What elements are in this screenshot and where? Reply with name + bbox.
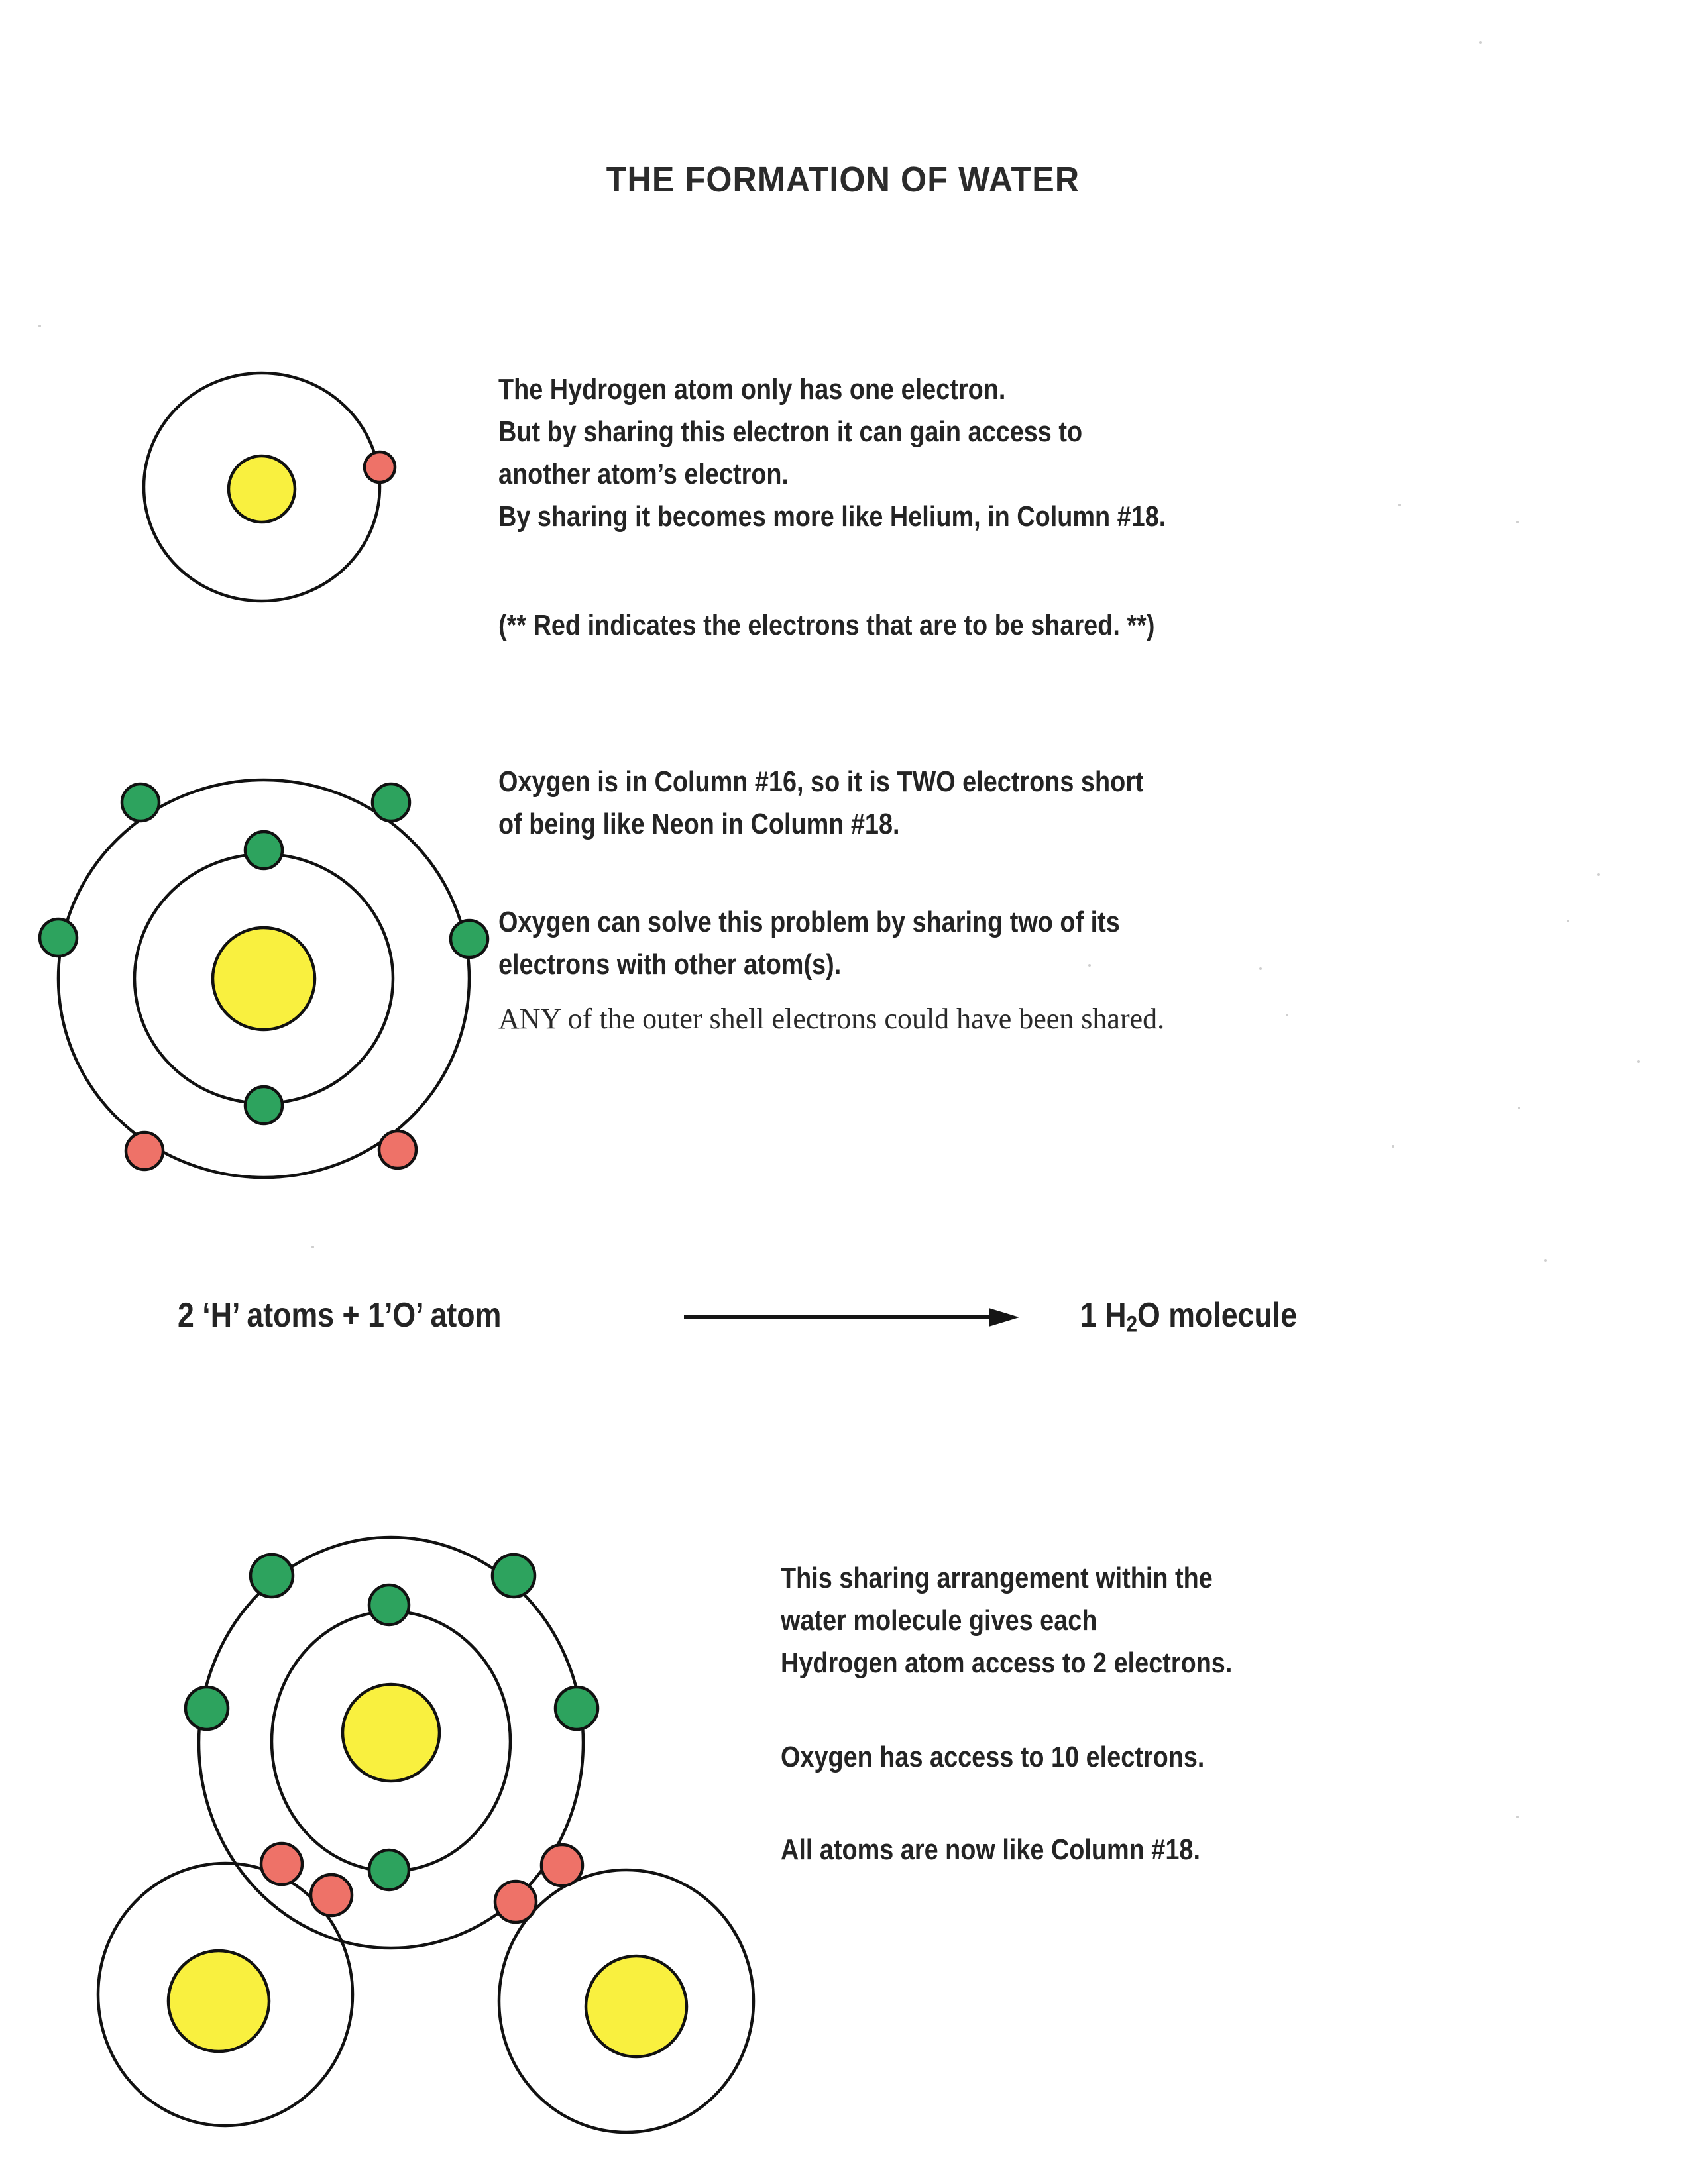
water-oxygen-outer-electron-upper-left	[251, 1555, 293, 1597]
water-shared-electron-right-outer	[541, 1845, 583, 1886]
oxygen-b-line-1: Oxygen can solve this problem by sharing two of its	[498, 906, 1120, 938]
water-oxygen-inner-electron-bottom	[369, 1850, 409, 1890]
scan-speck	[1259, 967, 1262, 970]
hydrogen-nucleus	[229, 456, 295, 522]
scan-speck	[311, 1246, 314, 1248]
oxygen-inner-electron-bottom	[245, 1087, 282, 1124]
page-title: THE FORMATION OF WATER	[606, 160, 1080, 199]
oxygen-nucleus	[213, 928, 315, 1030]
oxygen-atom-diagram	[13, 732, 504, 1236]
water-molecule-diagram	[60, 1478, 802, 2180]
equation-product-suffix: O molecule	[1137, 1296, 1298, 1335]
water-description-a	[781, 1557, 1306, 1684]
scan-speck	[1088, 964, 1091, 967]
scan-speck	[1567, 920, 1569, 922]
equation-reactants: 2 ‘H’ atoms + 1’O’ atom	[178, 1296, 502, 1335]
scan-speck	[1516, 1816, 1519, 1818]
scan-speck	[1597, 873, 1600, 876]
hydrogen-atom-diagram	[99, 338, 444, 643]
water-oxygen-access-note: Oxygen has access to 10 electrons.	[781, 1741, 1205, 1773]
water-shared-electron-left-inner	[311, 1875, 352, 1916]
scan-speck	[1398, 504, 1401, 506]
oxygen-outer-electron-upper-right	[372, 784, 410, 821]
arrow-right-icon	[683, 1304, 1021, 1331]
oxygen-inner-electron-top	[245, 832, 282, 869]
water-hydrogen-right-nucleus	[586, 1956, 687, 2057]
water-all-atoms-note: All atoms are now like Column #18.	[781, 1833, 1200, 1866]
water-oxygen-outer-electron-right	[555, 1687, 598, 1729]
scan-speck	[1392, 1145, 1394, 1148]
oxygen-outer-electron-right	[451, 920, 488, 957]
water-oxygen-outer-electron-upper-right	[492, 1555, 535, 1597]
hydrogen-line-1: The Hydrogen atom only has one electron.	[498, 373, 1006, 406]
water-a-line-2: water molecule gives each	[781, 1604, 1097, 1637]
scan-speck	[1637, 1060, 1640, 1063]
water-description-c	[781, 1829, 1268, 1871]
scan-speck	[1518, 1107, 1520, 1109]
scan-speck	[1479, 41, 1482, 44]
oxygen-any-outer-shell-note: ANY of the outer shell electrons could have been shared.	[498, 1003, 1165, 1035]
hydrogen-line-4: By sharing it becomes more like Helium, in Column #18.	[498, 500, 1166, 533]
scan-speck	[1516, 521, 1519, 523]
hydrogen-line-3: another atom’s electron.	[498, 458, 789, 490]
water-a-line-3: Hydrogen atom access to 2 electrons.	[781, 1647, 1233, 1679]
oxygen-shared-electron-lower-right	[379, 1131, 416, 1168]
equation-product	[1080, 1292, 1297, 1348]
equation-product-prefix: 1 H	[1080, 1296, 1127, 1335]
water-hydrogen-left-nucleus	[168, 1951, 269, 2051]
oxygen-a-line-2: of being like Neon in Column #18.	[498, 808, 900, 840]
scan-speck	[1544, 1259, 1547, 1262]
water-oxygen-outer-electron-left	[186, 1687, 228, 1729]
equation-product-subscript: 2	[1126, 1311, 1138, 1337]
water-shared-electron-left-outer	[261, 1843, 302, 1884]
oxygen-description-a	[498, 761, 1249, 846]
water-oxygen-nucleus	[343, 1684, 439, 1781]
water-shared-electron-right-inner	[495, 1881, 536, 1922]
oxygen-outer-electron-left	[40, 919, 77, 956]
hydrogen-shared-electron	[365, 452, 395, 482]
oxygen-description-c	[498, 999, 1164, 1039]
formation-equation	[0, 1292, 1686, 1365]
shared-electron-note-container	[498, 604, 1262, 647]
scan-speck	[38, 325, 41, 327]
hydrogen-description	[498, 368, 1274, 538]
water-a-line-1: This sharing arrangement within the	[781, 1562, 1213, 1594]
oxygen-a-line-1: Oxygen is in Column #16, so it is TWO electrons short	[498, 765, 1144, 798]
oxygen-b-line-2: electrons with other atom(s).	[498, 948, 842, 981]
hydrogen-line-2: But by sharing this electron it can gain access to	[498, 415, 1083, 448]
water-description-b	[781, 1736, 1274, 1778]
oxygen-outer-electron-upper-left	[122, 784, 159, 821]
oxygen-shared-electron-lower-left	[126, 1132, 163, 1170]
oxygen-description-b	[498, 901, 1221, 986]
shared-electron-note: (** Red indicates the electrons that are to be shared. **)	[498, 609, 1155, 641]
water-oxygen-inner-electron-top	[369, 1585, 409, 1625]
scan-speck	[1286, 1014, 1288, 1016]
